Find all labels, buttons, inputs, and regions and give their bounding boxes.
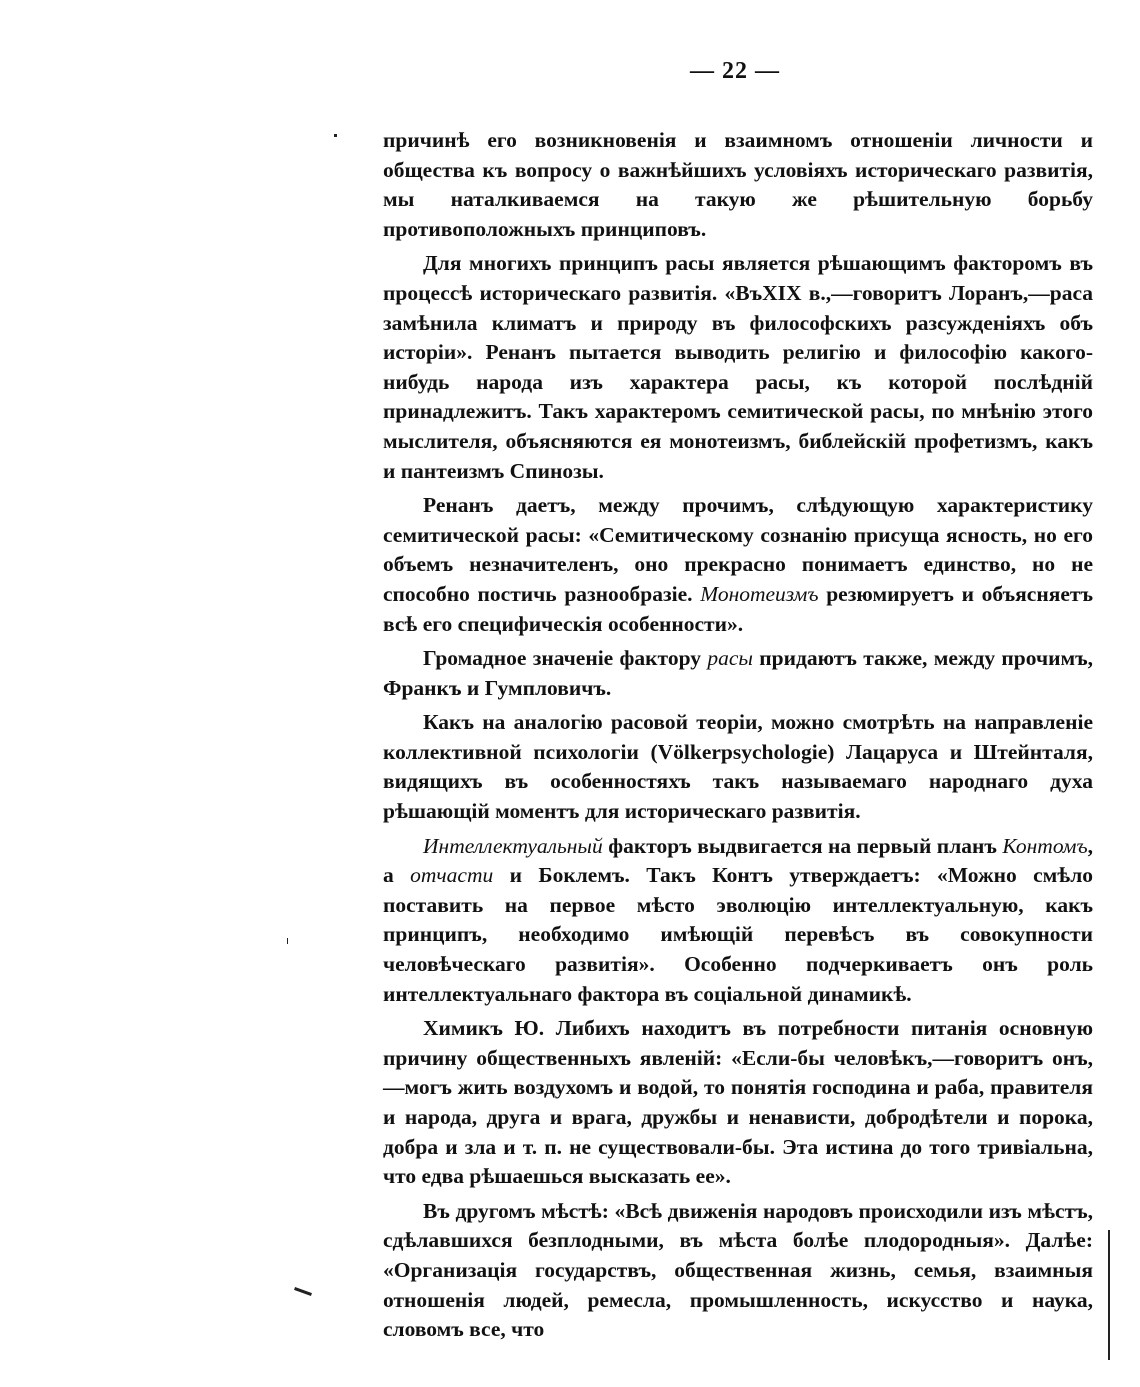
paragraph-6-text-b: , а xyxy=(383,833,1094,888)
paragraph-4-italic: расы xyxy=(707,646,753,671)
scan-speck-3 xyxy=(287,938,288,944)
paragraph-7: Химикъ Ю. Либихъ находитъ въ потребности питанія основную причину общественныхъ явленій: «Если-бы человѣкъ,—говоритъ онъ,—могъ жить воздухомъ и водой, то понятія господина и раба, правителя и народа, друга и врага, дружбы и ненависти, добродѣтели и порока, добра и зла и т. п. не существовали-бы. Эта истина до того тривіальна, что едва рѣшаешься высказать ее». xyxy=(383,1016,1093,1189)
page-edge-line xyxy=(1108,1230,1110,1360)
paragraph-3-italic: Монотеизмъ xyxy=(700,581,819,606)
paragraph-4 xyxy=(383,644,1093,703)
paragraph-6 xyxy=(383,832,1093,1010)
paragraph-8: Въ другомъ мѣстѣ: «Всѣ движенія народовъ происходили изъ мѣстъ, сдѣлавшихся безплодными, въ мѣста болѣе плодородныя». Далѣе: «Организація государствъ, общественная жизнь, семья, взаимныя отношенія людей, ремесла, промышленность, искусство и наука, словомъ все, что xyxy=(383,1198,1093,1342)
paragraph-6-italic-1: Интеллектуальный xyxy=(423,833,603,858)
paragraph-6-text-c: и Боклемъ. Такъ Контъ утверждаетъ: «Можно смѣло поставить на первое мѣсто эволюцію интеллектуальную, какъ принципъ, необходимо имѣющій перевѣсъ въ совокупности человѣческаго развитія». Особенно подчеркиваетъ онъ роль интеллектуальнаго фактора въ соціальной динамикѣ. xyxy=(383,863,1094,1006)
paragraph-6-italic-2: Контомъ xyxy=(1002,833,1088,858)
scan-speck-2 xyxy=(294,1287,312,1296)
paragraph-4-text-b: придаютъ также, между прочимъ, Франкъ и Гумпловичъ. xyxy=(383,646,1094,700)
scan-speck-1 xyxy=(334,134,337,137)
paragraph-3 xyxy=(383,491,1093,639)
page-number: — 22 — xyxy=(690,58,780,84)
paragraph-2: Для многихъ принципъ расы является рѣшающимъ факторомъ въ процессѣ историческаго развитія. «ВъXIX в.,—говоритъ Лоранъ,—раса замѣнила климатъ и природу въ философскихъ разсужденіяхъ объ исторіи». Ренанъ пытается выводить религію и философію какого-нибудь народа изъ характера расы, къ которой послѣдній принадлежитъ. Такъ характеромъ семитической расы, по мнѣнію этого мыслителя, объясняются ея монотеизмъ, библейскій профетизмъ, какъ и пантеизмъ Спинозы. xyxy=(383,251,1093,483)
body-text xyxy=(383,126,1093,1350)
paragraph-6-italic-3: отчасти xyxy=(410,863,494,888)
paragraph-4-text-a: Громадное значеніе фактору xyxy=(423,646,702,671)
paragraph-3-text-a: Ренанъ даетъ, между прочимъ, слѣдующую характеристику семитической расы: «Семитическому сознанію присуща ясность, но его объемъ незначителенъ, оно прекрасно понимаетъ единство, но не способно постичь разнообразіе. xyxy=(383,493,1093,606)
paragraph-5: Какъ на аналогію расовой теоріи, можно смотрѣть на направленіе коллективной психологіи (Völkerpsychologie) Лацаруса и Штейнталя, видящихъ въ особенностяхъ такъ называемаго народнаго духа рѣшающій моментъ для историческаго развитія. xyxy=(383,710,1093,824)
paragraph-1: причинѣ его возникновенія и взаимномъ отношеніи личности и общества къ вопросу о важнѣйшихъ условіяхъ историческаго развитія, мы наталкиваемся на такую же рѣшительную борьбу противоположныхъ принциповъ. xyxy=(383,128,1093,241)
paragraph-3-text-b: резюмируетъ и объясняетъ всѣ его специфическія особенности». xyxy=(383,581,1093,636)
paragraph-6-text-a: факторъ выдвигается на первый планъ xyxy=(608,833,997,858)
